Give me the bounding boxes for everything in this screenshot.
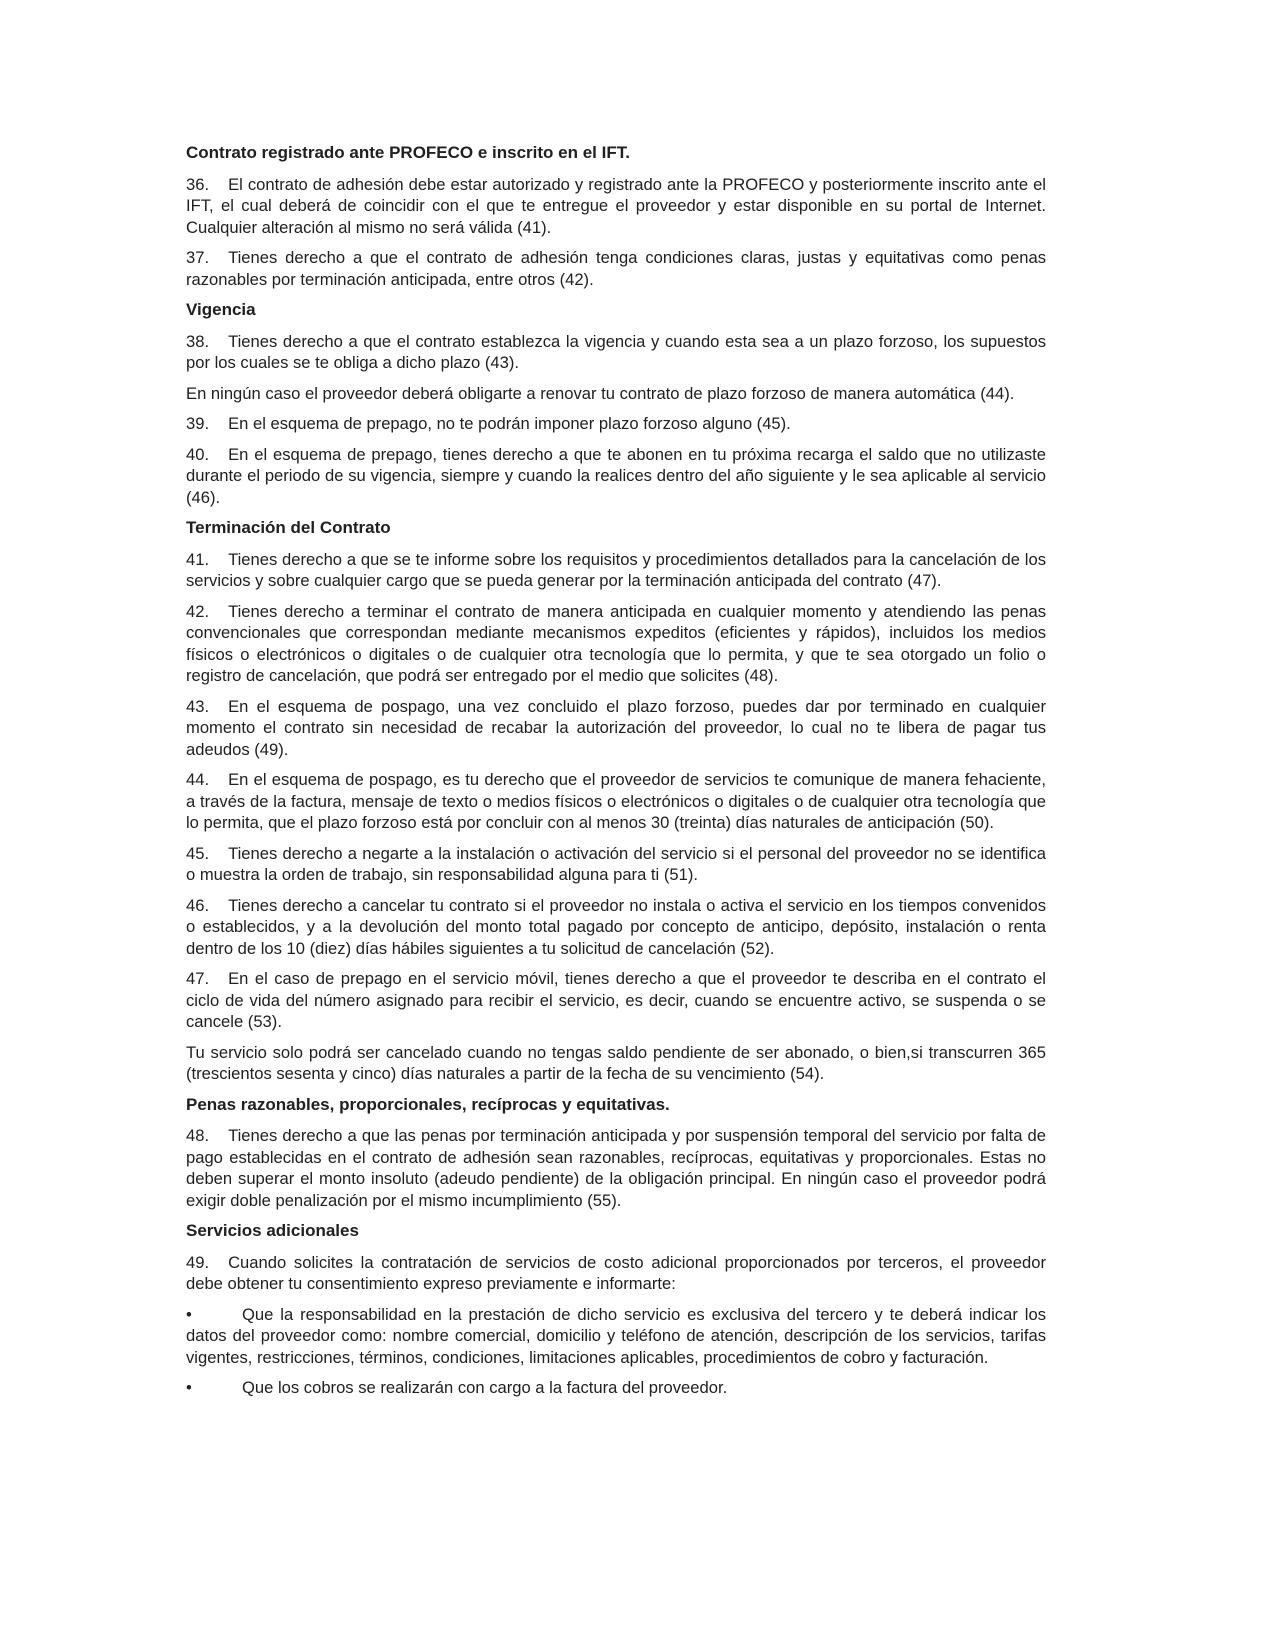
paragraph-number: 47. xyxy=(186,969,210,988)
bullet-text: Que la responsabilidad en la prestación de dicho servicio es exclusiva del tercero y te deberá indicar los datos del proveedor como: nombre comercial, domicilio y teléfono de atención, descripción de los servicios, tarifas vigentes, restricciones, términos, condiciones, limitaciones aplicables, procedimientos de cobro y facturación. xyxy=(186,1304,1046,1367)
bullet-icon: • xyxy=(186,1378,192,1397)
paragraph-cancelacion-saldo: Tu servicio solo podrá ser cancelado cuando no tengas saldo pendiente de ser abonado, o bien,si transcurren 365 (trescientos sesenta y cinco) días naturales a partir de la fecha de su vencimiento (54). xyxy=(186,1042,1046,1083)
numbered-paragraph-41 xyxy=(186,549,1046,592)
numbered-paragraph-40 xyxy=(186,444,1046,509)
paragraph-number: 49. xyxy=(186,1252,210,1272)
numbered-paragraph-49 xyxy=(186,1252,1046,1295)
numbered-paragraph-42 xyxy=(186,601,1046,687)
paragraph-number: 40. xyxy=(186,444,210,464)
paragraph-text: Tienes derecho a que las penas por terminación anticipada y por suspensión temporal del servicio por falta de pago establecidas en el contrato de adhesión sean razonables, recíprocas, equitativas y proporcionales. Estas no deben superar el monto insoluto (adeudo pendiente) de la obligación principal. En ningún caso el proveedor podrá exigir doble penalización por el mismo incumplimiento (55). xyxy=(186,1126,1046,1210)
numbered-paragraph-44 xyxy=(186,769,1046,834)
numbered-paragraph-39 xyxy=(186,413,1046,435)
bullet-icon: • xyxy=(186,1304,192,1324)
paragraph-text: En el esquema de prepago, no te podrán imponer plazo forzoso alguno (45). xyxy=(228,414,791,433)
paragraph-text: Tienes derecho a terminar el contrato de manera anticipada en cualquier momento y atendiendo las penas convencionales que correspondan mediante mecanismos expeditos (eficientes y rápidos), incluidos los medios físicos o electrónicos o digitales o de cualquier otra tecnología que lo permita, y que te sea otorgado un folio o registro de cancelación, que podrá ser entregado por el medio que solicites (48). xyxy=(186,601,1046,685)
paragraph-number: 45. xyxy=(186,843,210,863)
paragraph-renovacion-automatica: En ningún caso el proveedor deberá obligarte a renovar tu contrato de plazo forzoso de manera automática (44). xyxy=(186,383,1015,403)
section-heading-contrato-registrado: Contrato registrado ante PROFECO e inscrito en el IFT. xyxy=(186,143,630,162)
numbered-paragraph-46 xyxy=(186,895,1046,960)
paragraph-text: En el esquema de prepago, tienes derecho a que te abonen en tu próxima recarga el saldo que no utilizaste durante el periodo de su vigencia, siempre y cuando la realices dentro del año siguiente y le sea aplicable al servicio (46). xyxy=(186,444,1046,507)
paragraph-text: Tienes derecho a cancelar tu contrato si el proveedor no instala o activa el servicio en los tiempos convenidos o establecidos, y a la devolución del monto total pagado por concepto de anticipo, depósito, instalación o renta dentro de los 10 (diez) días hábiles siguientes a tu solicitud de cancelación (52). xyxy=(186,895,1046,958)
paragraph-text: En el esquema de pospago, es tu derecho que el proveedor de servicios te comunique de manera fehaciente, a través de la factura, mensaje de texto o medios físicos o electrónicos o digitales o de cualquier otra tecnología que lo permita, que el plazo forzoso está por concluir con al menos 30 (treinta) días naturales de anticipación (50). xyxy=(186,770,1046,832)
bullet-item-responsabilidad xyxy=(186,1304,1046,1369)
paragraph-text: En el esquema de pospago, una vez concluido el plazo forzoso, puedes dar por terminado en cualquier momento el contrato sin necesidad de recabar la autorización del proveedor, lo cual no te libera de pagar tus adeudos (49). xyxy=(186,696,1046,759)
numbered-paragraph-43 xyxy=(186,696,1046,761)
paragraph-text: El contrato de adhesión debe estar autorizado y registrado ante la PROFECO y posteriormente inscrito ante el IFT, el cual deberá de coincidir con el que te entregue el proveedor y estar disponible en su portal de Internet. Cualquier alteración al mismo no será válida (41). xyxy=(186,174,1046,237)
paragraph-text: Cuando solicites la contratación de servicios de costo adicional proporcionados por terceros, el proveedor debe obtener tu consentimiento expreso previamente e informarte: xyxy=(186,1252,1046,1293)
paragraph-text: Tienes derecho a que el contrato de adhesión tenga condiciones claras, justas y equitativas como penas razonables por terminación anticipada, entre otros (42). xyxy=(186,248,1046,289)
paragraph-text: Tienes derecho a que se te informe sobre los requisitos y procedimientos detallados para la cancelación de los servicios y sobre cualquier cargo que se pueda generar por la terminación anticipada del contrato (47). xyxy=(186,549,1046,590)
bullet-item-cobros xyxy=(186,1377,1046,1399)
paragraph-text: En el caso de prepago en el servicio móvil, tienes derecho a que el proveedor te describa en el contrato el ciclo de vida del número asignado para recibir el servicio, es decir, cuando se encuentre activo, se suspenda o se cancele (53). xyxy=(186,969,1046,1031)
section-heading-penas: Penas razonables, proporcionales, recíprocas y equitativas. xyxy=(186,1094,670,1114)
paragraph-number: 46. xyxy=(186,895,210,915)
paragraph-text: Tienes derecho a que el contrato establezca la vigencia y cuando esta sea a un plazo forzoso, los supuestos por los cuales se te obliga a dicho plazo (43). xyxy=(186,331,1046,372)
paragraph-number: 36. xyxy=(186,174,210,194)
section-heading-vigencia: Vigencia xyxy=(186,300,256,319)
paragraph-number: 48. xyxy=(186,1126,210,1145)
section-heading-servicios-adicionales: Servicios adicionales xyxy=(186,1221,359,1240)
numbered-paragraph-37 xyxy=(186,247,1046,290)
paragraph-text: Tienes derecho a negarte a la instalación o activación del servicio si el personal del proveedor no se identifica o muestra la orden de trabajo, sin responsabilidad alguna para ti (51). xyxy=(186,843,1046,884)
paragraph-number: 43. xyxy=(186,696,210,716)
numbered-paragraph-48 xyxy=(186,1125,1046,1211)
numbered-paragraph-47 xyxy=(186,968,1046,1033)
paragraph-number: 39. xyxy=(186,414,210,433)
paragraph-number: 44. xyxy=(186,770,210,789)
paragraph-number: 41. xyxy=(186,549,210,569)
numbered-paragraph-36 xyxy=(186,174,1046,239)
paragraph-number: 37. xyxy=(186,248,210,267)
bullet-text: Que los cobros se realizarán con cargo a la factura del proveedor. xyxy=(242,1378,728,1397)
section-heading-terminacion: Terminación del Contrato xyxy=(186,518,391,537)
numbered-paragraph-38 xyxy=(186,331,1046,374)
paragraph-number: 38. xyxy=(186,331,210,351)
paragraph-number: 42. xyxy=(186,601,210,621)
numbered-paragraph-45 xyxy=(186,843,1046,886)
